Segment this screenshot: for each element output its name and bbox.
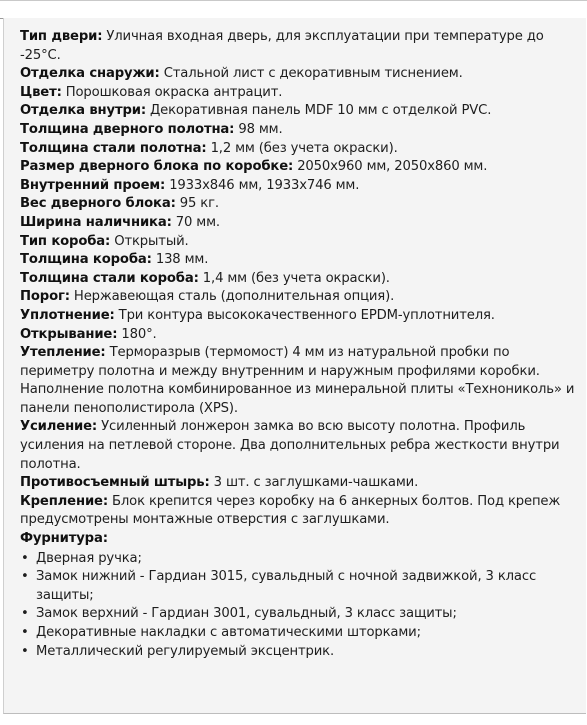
bullet-icon: • [21, 625, 29, 640]
spec-label: Ширина наличника: [20, 214, 172, 230]
list-item-text: Металлический регулируемый эксцентрик. [36, 643, 335, 659]
spec-value: 1933х846 мм, 1933х746 мм. [169, 177, 360, 193]
bullet-icon: • [21, 569, 29, 585]
spec-label: Толщина короба: [20, 252, 152, 268]
spec-frame-steel-thickness [20, 270, 580, 289]
spec-label: Толщина стали полотна: [20, 140, 207, 156]
list-item [20, 643, 580, 662]
spec-label: Отделка внутри: [20, 103, 146, 119]
spec-value: Усиленный лонжерон замка во всю высоту полотна. Профиль усиления на петлевой стороне. Два дополнительных ребра жесткости внутри полотна. [20, 419, 560, 472]
list-item-text: Дверная ручка; [36, 550, 142, 566]
spec-value: 2050х960 мм, 2050х860 мм. [297, 159, 488, 175]
spec-label: Толщина стали короба: [20, 270, 199, 286]
spec-value: 70 мм. [175, 214, 220, 230]
spec-opening-angle [20, 326, 580, 345]
spec-value: 180°. [121, 326, 157, 342]
spec-value: Уличная входная дверь, для эксплуатации при температуре до -25°С. [20, 29, 544, 63]
spec-block-weight [20, 195, 580, 214]
spec-label: Тип короба: [20, 233, 111, 249]
spec-leaf-steel-thickness [20, 140, 580, 159]
spec-reinforcement [20, 418, 580, 474]
spec-label: Внутренний проем: [20, 177, 166, 193]
specifications-list [20, 28, 580, 661]
hardware-heading [20, 530, 580, 549]
spec-label: Открывание: [20, 326, 118, 342]
spec-value: Стальной лист с декоративным тиснением. [163, 66, 463, 82]
spec-label: Толщина дверного полотна: [20, 121, 235, 137]
spec-inner-opening [20, 177, 580, 196]
spec-mounting [20, 493, 580, 530]
spec-exterior-finish [20, 65, 580, 84]
spec-label: Порог: [20, 289, 70, 305]
spec-value: Порошковая окраска антрацит. [65, 84, 283, 100]
bullet-icon: • [21, 550, 29, 566]
spec-interior-finish [20, 102, 580, 121]
spec-sealing [20, 307, 580, 326]
spec-value: 1,4 мм (без учета окраски). [202, 270, 390, 286]
top-edge-line [0, 0, 587, 1]
spec-label: Противосъемный штырь: [20, 475, 210, 491]
spec-value: 1,2 мм (без учета окраски). [210, 140, 398, 156]
spec-value: 138 мм. [155, 252, 209, 268]
specifications-panel [3, 18, 586, 714]
spec-label: Тип двери: [20, 29, 103, 44]
spec-label: Отделка снаружи: [20, 66, 160, 82]
spec-value: 3 шт. с заглушками-чашками. [213, 475, 419, 491]
spec-value: Нержавеющая сталь (дополнительная опция). [73, 289, 395, 305]
spec-value: Блок крепится через коробку на 6 анкерных болтов. Под крепеж предусмотрены монтажные отверстия с заглушками. [20, 493, 561, 528]
spec-value: Открытый. [114, 233, 189, 249]
list-item [20, 550, 580, 569]
spec-casing-width [20, 214, 580, 233]
bullet-icon: • [21, 643, 29, 659]
spec-value: Декоративная панель MDF 10 мм с отделкой PVC. [150, 103, 492, 119]
spec-label: Крепление: [20, 493, 108, 509]
list-item-text: Замок нижний - Гардиан 3015, сувальдный с ночной задвижкой, 3 класс защиты; [36, 569, 537, 603]
spec-door-type [20, 28, 580, 65]
spec-value: 95 кг. [179, 196, 219, 212]
hardware-list [20, 550, 580, 662]
spec-value: 98 мм. [238, 121, 283, 137]
spec-color [20, 84, 580, 103]
spec-value: Терморазрыв (термомост) 4 мм из натуральной пробки по периметру полотна и между внутренним и наружным профилями коробки. Наполнение полотна комбинированное из минеральной плиты «Технониколь» и панели пенополистирола (XPS). [20, 345, 575, 416]
spec-label: Утепление: [20, 345, 106, 361]
spec-frame-type [20, 233, 580, 252]
spec-anti-removal-pin [20, 474, 580, 493]
spec-threshold [20, 288, 580, 307]
spec-leaf-thickness [20, 121, 580, 140]
bullet-icon: • [21, 606, 29, 622]
spec-label: Усиление: [20, 419, 98, 435]
spec-insulation [20, 344, 580, 418]
spec-label: Уплотнение: [20, 307, 115, 323]
spec-block-size [20, 158, 580, 177]
spec-label: Цвет: [20, 84, 62, 100]
spec-value: Три контура высококачественного EPDM-уплотнителя. [118, 307, 495, 323]
list-item [20, 568, 580, 605]
hardware-label: Фурнитура: [20, 531, 108, 547]
list-item [20, 624, 580, 643]
list-item [20, 605, 580, 624]
spec-label: Вес дверного блока: [20, 196, 176, 212]
spec-label: Размер дверного блока по коробке: [20, 159, 294, 175]
list-item-text: Декоративные накладки с автоматическими шторками; [36, 625, 421, 640]
list-item-text: Замок верхний - Гардиан 3001, сувальдный, 3 класс защиты; [36, 606, 457, 622]
spec-frame-thickness [20, 251, 580, 270]
